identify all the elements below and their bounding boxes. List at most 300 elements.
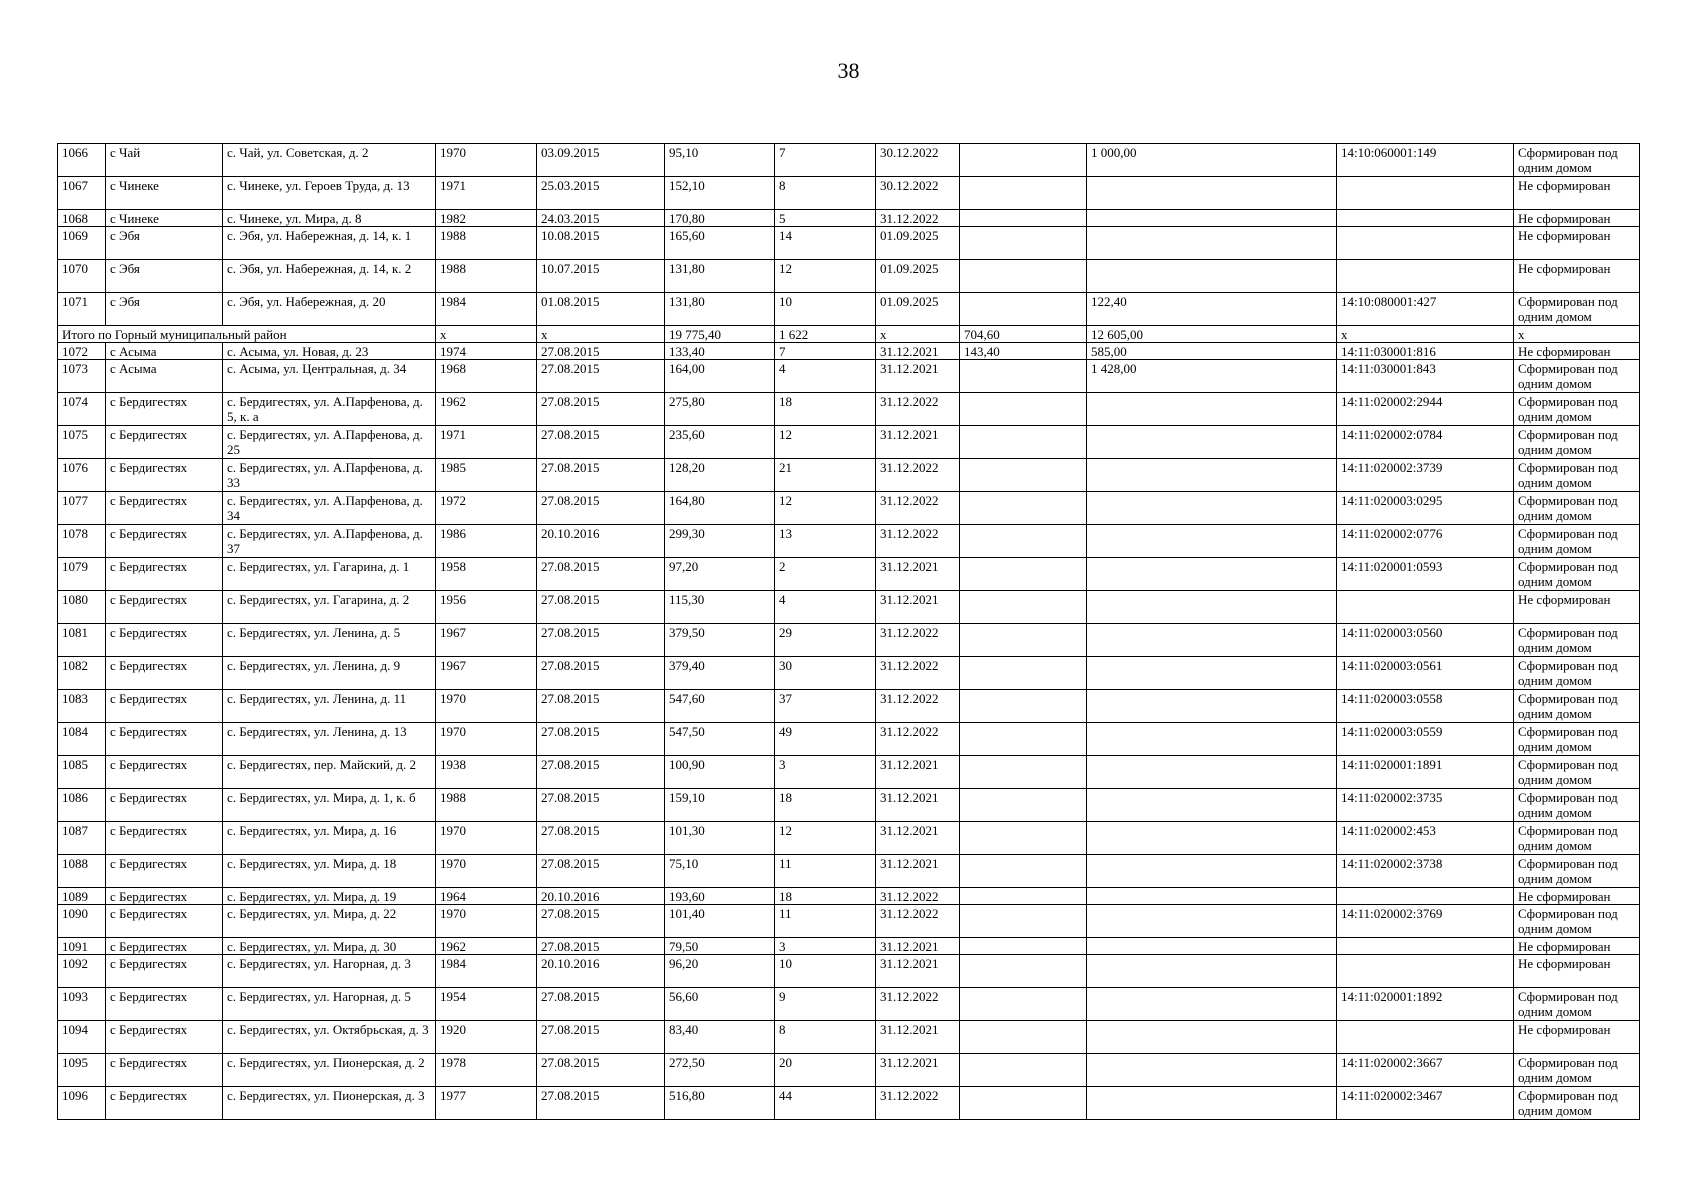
cell-relocation-deadline: 31.12.2022 [876,988,960,1021]
cell-address: с. Бердигестях, ул. Мира, д. 18 [223,855,436,888]
cell-recognition-date: 27.08.2015 [537,905,665,938]
page-number: 38 [837,58,860,83]
table-body-section-b [58,343,1640,1120]
cell-recognition-date: 20.10.2016 [537,888,665,905]
subtotal-deadline: х [876,326,960,343]
cell-land-status: Сформирован под одним домом [1514,690,1640,723]
cell-cadastral-number: 14:11:020002:2944 [1337,393,1514,426]
cell-value-b [1087,955,1337,988]
cell-value-a [960,855,1087,888]
subtotal-residents: 1 622 [775,326,876,343]
cell-cadastral-number: 14:11:020002:453 [1337,822,1514,855]
table-row [58,360,1640,393]
cell-cadastral-number: 14:11:020003:0561 [1337,657,1514,690]
cell-relocation-deadline: 01.09.2025 [876,227,960,260]
table-row [58,343,1640,360]
housing-registry-table [57,143,1640,1120]
cell-relocation-deadline: 31.12.2022 [876,210,960,227]
cell-land-status: Не сформирован [1514,888,1640,905]
table-row [58,260,1640,293]
cell-address: с. Бердигестях, ул. Мира, д. 22 [223,905,436,938]
cell-area: 235,60 [665,426,775,459]
cell-recognition-date: 27.08.2015 [537,1021,665,1054]
cell-relocation-deadline: 30.12.2022 [876,177,960,210]
cell-build-year: 1954 [436,988,537,1021]
cell-recognition-date: 27.08.2015 [537,938,665,955]
cell-settlement: с Бердигестях [106,723,223,756]
cell-build-year: 1970 [436,905,537,938]
cell-value-b [1087,938,1337,955]
cell-settlement: с Бердигестях [106,822,223,855]
cell-recognition-date: 25.03.2015 [537,177,665,210]
cell-relocation-deadline: 31.12.2022 [876,459,960,492]
cell-value-a [960,938,1087,955]
cell-area: 193,60 [665,888,775,905]
cell-value-b: 585,00 [1087,343,1337,360]
cell-recognition-date: 27.08.2015 [537,822,665,855]
cell-residents: 5 [775,210,876,227]
cell-land-status: Не сформирован [1514,591,1640,624]
cell-value-a: 143,40 [960,343,1087,360]
cell-build-year: 1972 [436,492,537,525]
cell-relocation-deadline: 31.12.2022 [876,624,960,657]
cell-row-number: 1067 [58,177,106,210]
cell-land-status: Сформирован под одним домом [1514,822,1640,855]
cell-cadastral-number: 14:11:020001:0593 [1337,558,1514,591]
cell-value-b [1087,459,1337,492]
cell-recognition-date: 27.08.2015 [537,723,665,756]
cell-row-number: 1070 [58,260,106,293]
cell-value-a [960,426,1087,459]
cell-settlement: с Бердигестях [106,591,223,624]
cell-build-year: 1971 [436,426,537,459]
cell-value-a [960,822,1087,855]
cell-area: 516,80 [665,1087,775,1120]
table-row [58,690,1640,723]
cell-cadastral-number: 14:11:020003:0558 [1337,690,1514,723]
cell-row-number: 1072 [58,343,106,360]
cell-value-a [960,624,1087,657]
cell-build-year: 1978 [436,1054,537,1087]
cell-settlement: с Эбя [106,260,223,293]
subtotal-label: Итого по Горный муниципальный район [58,326,436,343]
cell-residents: 10 [775,293,876,326]
cell-area: 170,80 [665,210,775,227]
cell-settlement: с Чай [106,144,223,177]
cell-area: 131,80 [665,260,775,293]
cell-address: с. Бердигестях, ул. Гагарина, д. 2 [223,591,436,624]
cell-land-status: Сформирован под одним домом [1514,459,1640,492]
cell-address: с. Бердигестях, ул. Ленина, д. 11 [223,690,436,723]
cell-settlement: с Бердигестях [106,955,223,988]
cell-land-status: Сформирован под одним домом [1514,492,1640,525]
cell-build-year: 1984 [436,293,537,326]
cell-row-number: 1089 [58,888,106,905]
cell-land-status: Сформирован под одним домом [1514,293,1640,326]
cell-value-a [960,210,1087,227]
cell-cadastral-number: 14:11:020003:0560 [1337,624,1514,657]
cell-land-status: Сформирован под одним домом [1514,988,1640,1021]
cell-value-a [960,293,1087,326]
cell-address: с. Бердигестях, ул. Ленина, д. 5 [223,624,436,657]
cell-residents: 7 [775,144,876,177]
cell-land-status: Сформирован под одним домом [1514,855,1640,888]
cell-land-status: Сформирован под одним домом [1514,558,1640,591]
cell-build-year: 1956 [436,591,537,624]
cell-relocation-deadline: 30.12.2022 [876,144,960,177]
cell-relocation-deadline: 31.12.2022 [876,723,960,756]
cell-land-status: Не сформирован [1514,343,1640,360]
cell-relocation-deadline: 31.12.2021 [876,343,960,360]
cell-settlement: с Бердигестях [106,789,223,822]
cell-value-b [1087,1087,1337,1120]
subtotal-section [58,326,1640,343]
cell-value-b [1087,210,1337,227]
cell-relocation-deadline: 31.12.2021 [876,789,960,822]
cell-row-number: 1091 [58,938,106,955]
cell-area: 75,10 [665,855,775,888]
cell-land-status: Сформирован под одним домом [1514,624,1640,657]
cell-value-b: 1 428,00 [1087,360,1337,393]
cell-land-status: Сформирован под одним домом [1514,360,1640,393]
cell-residents: 4 [775,591,876,624]
cell-row-number: 1074 [58,393,106,426]
cell-row-number: 1081 [58,624,106,657]
cell-value-b [1087,723,1337,756]
cell-land-status: Сформирован под одним домом [1514,905,1640,938]
cell-address: с. Асыма, ул. Новая, д. 23 [223,343,436,360]
table-row [58,988,1640,1021]
cell-recognition-date: 27.08.2015 [537,789,665,822]
subtotal-year: х [436,326,537,343]
cell-residents: 3 [775,938,876,955]
cell-value-b [1087,525,1337,558]
table-row [58,227,1640,260]
cell-settlement: с Бердигестях [106,1054,223,1087]
cell-land-status: Не сформирован [1514,177,1640,210]
cell-build-year: 1962 [436,393,537,426]
cell-row-number: 1088 [58,855,106,888]
cell-area: 95,10 [665,144,775,177]
cell-area: 133,40 [665,343,775,360]
cell-row-number: 1082 [58,657,106,690]
cell-address: с. Бердигестях, ул. А.Парфенова, д. 5, к. а [223,393,436,426]
cell-cadastral-number: 14:10:060001:149 [1337,144,1514,177]
cell-recognition-date: 27.08.2015 [537,756,665,789]
cell-value-b [1087,393,1337,426]
cell-settlement: с Чинеке [106,210,223,227]
cell-residents: 12 [775,426,876,459]
cell-recognition-date: 20.10.2016 [537,955,665,988]
subtotal-value-a: 704,60 [960,326,1087,343]
cell-value-b [1087,227,1337,260]
cell-row-number: 1087 [58,822,106,855]
cell-relocation-deadline: 31.12.2021 [876,938,960,955]
cell-residents: 13 [775,525,876,558]
subtotal-status: х [1514,326,1640,343]
cell-value-b [1087,855,1337,888]
cell-residents: 37 [775,690,876,723]
cell-row-number: 1092 [58,955,106,988]
cell-relocation-deadline: 31.12.2022 [876,690,960,723]
cell-build-year: 1984 [436,955,537,988]
cell-land-status: Сформирован под одним домом [1514,789,1640,822]
cell-area: 164,80 [665,492,775,525]
table-row [58,905,1640,938]
cell-address: с. Бердигестях, ул. Пионерская, д. 3 [223,1087,436,1120]
cell-settlement: с Бердигестях [106,855,223,888]
cell-value-a [960,1021,1087,1054]
cell-residents: 18 [775,888,876,905]
cell-address: с. Бердигестях, ул. Мира, д. 30 [223,938,436,955]
subtotal-date: х [537,326,665,343]
cell-value-b [1087,988,1337,1021]
cell-row-number: 1075 [58,426,106,459]
cell-row-number: 1071 [58,293,106,326]
cell-address: с. Бердигестях, ул. Пионерская, д. 2 [223,1054,436,1087]
cell-area: 272,50 [665,1054,775,1087]
cell-residents: 44 [775,1087,876,1120]
cell-residents: 20 [775,1054,876,1087]
cell-cadastral-number [1337,177,1514,210]
cell-address: с. Асыма, ул. Центральная, д. 34 [223,360,436,393]
cell-residents: 12 [775,822,876,855]
cell-residents: 2 [775,558,876,591]
cell-area: 96,20 [665,955,775,988]
cell-land-status: Не сформирован [1514,955,1640,988]
cell-value-b [1087,624,1337,657]
cell-value-b: 1 000,00 [1087,144,1337,177]
cell-build-year: 1985 [436,459,537,492]
cell-cadastral-number: 14:11:020002:3667 [1337,1054,1514,1087]
cell-recognition-date: 27.08.2015 [537,1087,665,1120]
cell-recognition-date: 01.08.2015 [537,293,665,326]
cell-row-number: 1077 [58,492,106,525]
cell-land-status: Не сформирован [1514,260,1640,293]
cell-settlement: с Бердигестях [106,624,223,657]
cell-address: с. Чинеке, ул. Героев Труда, д. 13 [223,177,436,210]
subtotal-area: 19 775,40 [665,326,775,343]
cell-value-b [1087,888,1337,905]
cell-row-number: 1094 [58,1021,106,1054]
cell-relocation-deadline: 31.12.2021 [876,855,960,888]
cell-area: 101,40 [665,905,775,938]
cell-recognition-date: 03.09.2015 [537,144,665,177]
table-row [58,938,1640,955]
cell-build-year: 1982 [436,210,537,227]
cell-settlement: с Бердигестях [106,988,223,1021]
cell-value-b [1087,822,1337,855]
cell-residents: 9 [775,988,876,1021]
cell-area: 128,20 [665,459,775,492]
cell-residents: 8 [775,177,876,210]
cell-address: с. Бердигестях, ул. Мира, д. 16 [223,822,436,855]
cell-land-status: Сформирован под одним домом [1514,657,1640,690]
table-row [58,393,1640,426]
cell-address: с. Бердигестях, ул. Октябрьская, д. 3 [223,1021,436,1054]
cell-value-a [960,690,1087,723]
cell-value-a [960,360,1087,393]
cell-address: с. Бердигестях, ул. Нагорная, д. 3 [223,955,436,988]
table-row [58,855,1640,888]
cell-build-year: 1962 [436,938,537,955]
cell-area: 379,40 [665,657,775,690]
cell-value-a [960,459,1087,492]
cell-value-a [960,144,1087,177]
cell-area: 547,50 [665,723,775,756]
cell-relocation-deadline: 31.12.2021 [876,591,960,624]
cell-residents: 11 [775,905,876,938]
cell-cadastral-number [1337,227,1514,260]
cell-row-number: 1066 [58,144,106,177]
cell-relocation-deadline: 31.12.2022 [876,657,960,690]
cell-row-number: 1069 [58,227,106,260]
subtotal-row [58,326,1640,343]
cell-land-status: Сформирован под одним домом [1514,393,1640,426]
cell-value-a [960,905,1087,938]
cell-area: 100,90 [665,756,775,789]
cell-value-b: 122,40 [1087,293,1337,326]
table-row [58,591,1640,624]
cell-value-a [960,1054,1087,1087]
cell-value-b [1087,177,1337,210]
cell-settlement: с Бердигестях [106,426,223,459]
cell-row-number: 1083 [58,690,106,723]
cell-settlement: с Бердигестях [106,1021,223,1054]
cell-settlement: с Бердигестях [106,492,223,525]
cell-settlement: с Асыма [106,343,223,360]
subtotal-cadastral: х [1337,326,1514,343]
cell-recognition-date: 27.08.2015 [537,492,665,525]
cell-settlement: с Асыма [106,360,223,393]
cell-value-a [960,789,1087,822]
cell-row-number: 1090 [58,905,106,938]
cell-value-b [1087,690,1337,723]
cell-value-b [1087,756,1337,789]
cell-residents: 4 [775,360,876,393]
cell-build-year: 1920 [436,1021,537,1054]
cell-area: 275,80 [665,393,775,426]
cell-relocation-deadline: 31.12.2021 [876,955,960,988]
table-row [58,1054,1640,1087]
cell-build-year: 1970 [436,723,537,756]
cell-land-status: Сформирован под одним домом [1514,1054,1640,1087]
table-row [58,492,1640,525]
cell-address: с. Эбя, ул. Набережная, д. 14, к. 1 [223,227,436,260]
cell-relocation-deadline: 31.12.2022 [876,393,960,426]
cell-area: 115,30 [665,591,775,624]
table-row [58,1087,1640,1120]
cell-residents: 18 [775,789,876,822]
table-row [58,525,1640,558]
table-row [58,293,1640,326]
cell-settlement: с Бердигестях [106,690,223,723]
cell-row-number: 1086 [58,789,106,822]
cell-address: с. Бердигестях, ул. Нагорная, д. 5 [223,988,436,1021]
cell-cadastral-number [1337,591,1514,624]
cell-value-b [1087,492,1337,525]
cell-recognition-date: 27.08.2015 [537,1054,665,1087]
cell-settlement: с Бердигестях [106,393,223,426]
table-row [58,657,1640,690]
cell-value-b [1087,558,1337,591]
cell-address: с. Бердигестях, ул. Гагарина, д. 1 [223,558,436,591]
cell-cadastral-number: 14:11:020002:3769 [1337,905,1514,938]
cell-value-a [960,955,1087,988]
cell-area: 165,60 [665,227,775,260]
cell-settlement: с Бердигестях [106,756,223,789]
cell-row-number: 1068 [58,210,106,227]
cell-residents: 14 [775,227,876,260]
cell-row-number: 1076 [58,459,106,492]
cell-value-a [960,1087,1087,1120]
cell-cadastral-number [1337,210,1514,227]
cell-cadastral-number [1337,888,1514,905]
cell-address: с. Бердигестях, ул. А.Парфенова, д. 37 [223,525,436,558]
cell-settlement: с Бердигестях [106,558,223,591]
cell-area: 101,30 [665,822,775,855]
table-row [58,756,1640,789]
cell-recognition-date: 24.03.2015 [537,210,665,227]
cell-cadastral-number [1337,955,1514,988]
cell-settlement: с Бердигестях [106,1087,223,1120]
cell-area: 299,30 [665,525,775,558]
cell-build-year: 1958 [436,558,537,591]
cell-relocation-deadline: 31.12.2021 [876,1054,960,1087]
cell-residents: 7 [775,343,876,360]
cell-residents: 10 [775,955,876,988]
cell-recognition-date: 10.07.2015 [537,260,665,293]
cell-cadastral-number: 14:11:020001:1891 [1337,756,1514,789]
cell-row-number: 1085 [58,756,106,789]
cell-build-year: 1988 [436,227,537,260]
cell-cadastral-number: 14:11:020002:3739 [1337,459,1514,492]
cell-value-b [1087,657,1337,690]
cell-residents: 3 [775,756,876,789]
cell-value-b [1087,1021,1337,1054]
cell-recognition-date: 27.08.2015 [537,855,665,888]
cell-land-status: Не сформирован [1514,210,1640,227]
cell-cadastral-number: 14:11:020002:0784 [1337,426,1514,459]
table-row [58,558,1640,591]
cell-value-b [1087,905,1337,938]
cell-residents: 11 [775,855,876,888]
cell-residents: 12 [775,260,876,293]
cell-area: 79,50 [665,938,775,955]
table-row [58,426,1640,459]
cell-relocation-deadline: 31.12.2022 [876,525,960,558]
cell-residents: 30 [775,657,876,690]
cell-address: с. Бердигестях, ул. А.Парфенова, д. 25 [223,426,436,459]
table-row [58,723,1640,756]
cell-area: 152,10 [665,177,775,210]
table-row [58,888,1640,905]
cell-row-number: 1073 [58,360,106,393]
cell-value-a [960,888,1087,905]
cell-relocation-deadline: 31.12.2021 [876,822,960,855]
cell-cadastral-number [1337,1021,1514,1054]
cell-settlement: с Бердигестях [106,905,223,938]
table-row [58,144,1640,177]
cell-recognition-date: 27.08.2015 [537,558,665,591]
cell-cadastral-number: 14:10:080001:427 [1337,293,1514,326]
cell-land-status: Не сформирован [1514,938,1640,955]
cell-settlement: с Чинеке [106,177,223,210]
cell-address: с. Эбя, ул. Набережная, д. 14, к. 2 [223,260,436,293]
cell-cadastral-number: 14:11:020002:3738 [1337,855,1514,888]
cell-cadastral-number: 14:11:020001:1892 [1337,988,1514,1021]
cell-address: с. Чай, ул. Советская, д. 2 [223,144,436,177]
